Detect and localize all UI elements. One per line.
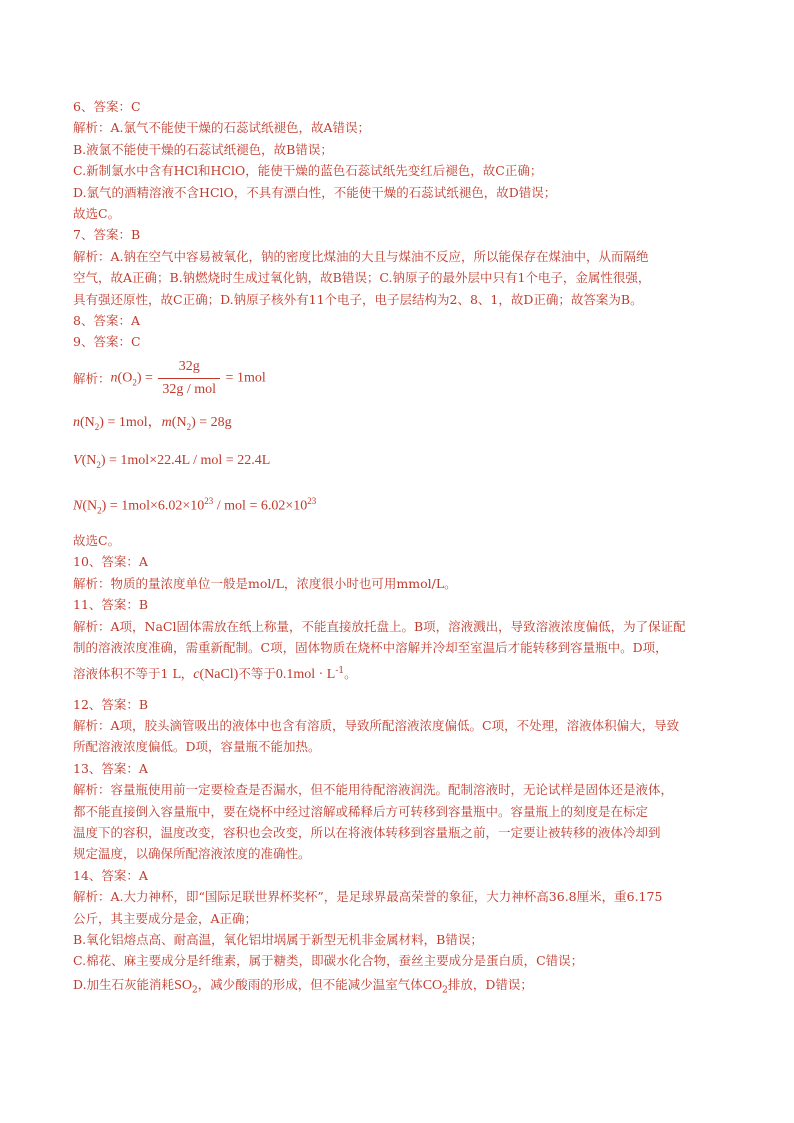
q9-formula-1: 解析： $n(O_2)$ = $\frac{32g}{\text{32g / mol}}$ = 1mol [73,359,733,399]
q6-line: C.新制氯水中含有HCl和HClO，能使干燥的蓝色石蕊试纸先变红后褪色，故C正确； [73,163,543,179]
q7-line: 具有强还原性，故C正确；D.钠原子核外有11个电子，电子层结构为2、8、1，故D正确；故答案为B。 [73,291,643,307]
q13-answer: 13、答案：A [73,760,148,776]
q9-prefix: 解析： [73,371,111,387]
q9-answer: 9、答案：C [73,334,141,350]
q6-line: 解析：A.氯气不能使干燥的石蕊试纸褪色，故A错误； [73,120,371,136]
q11-answer: 11、答案：B [73,597,149,613]
answer-document [73,96,733,1003]
q7-answer: 7、答案：B [73,227,141,243]
q9-formula-2: $n(N_2) = 1mol$，$m(N_2) = 28g$ [73,414,232,432]
q9-formula-3: $V(N_2) = 1mol\times 22.4L$ / mol = 22.4L [73,452,271,470]
q13-line: 都不能直接倒入容量瓶中，要在烧杯中经过溶解或稀释后方可转移到容量瓶中。容量瓶上的刻度是在标定 [73,803,649,819]
q7-line: 解析：A.钠在空气中容易被氧化，钠的密度比煤油的大且与煤油不反应，所以能保存在煤油中，从而隔绝 [73,248,649,264]
q6-line: D.氯气的酒精溶液不含HClO，不具有漂白性，不能使干燥的石蕊试纸褪色，故D错误； [73,184,557,200]
q12-line: 解析：A项，胶头滴管吸出的液体中也含有溶质，导致所配溶液浓度偏低。C项，不处理，溶液体积偏大，导致 [73,717,680,733]
q14-line: C.棉花、麻主要成分是纤维素，属于糖类，即碳水化合物，蚕丝主要成分是蛋白质，C错误； [73,953,584,969]
q13-line: 温度下的容积，温度改变，容积也会改变，所以在将液体转移到容量瓶之前，一定要让被转移的液体冷却到 [73,824,661,840]
q6-line: B.液氯不能使干燥的石蕊试纸褪色，故B错误； [73,141,333,157]
fraction: $\frac{32g}{\text{32g / mol}}$ [158,357,220,400]
q14-line: 解析：A.大力神杯，即“国际足联世界杯奖杯”，是足球界最高荣誉的象征，大力神杯高36.8厘米，重6.175 [73,889,663,905]
q12-line: 所配溶液浓度偏低。D项，容量瓶不能加热。 [73,739,321,755]
q9-conclusion: 故选C。 [73,532,121,548]
q6-answer: 6、答案：C [73,99,141,114]
q14-line: 公斤，其主要成分是金，A正确； [73,910,258,926]
q11-line: 溶液体积不等于1 L，c(NaCl)不等于$0.1mol \cdot L^{-1}$。 [73,666,357,683]
q10-answer: 10、答案：A [73,554,148,570]
q11-line: 制的溶液浓度准确，需重新配制。C项，固体物质在烧杯中溶解并冷却至室温后才能转移到容量瓶中。D项， [73,639,668,655]
q10-line: 解析：物质的量浓度单位一般是mol/L，浓度很小时也可用mmol/L。 [73,575,457,591]
q11-line: 解析：A项，NaCl固体需放在纸上称量，不能直接放托盘上。B项，溶液溅出，导致溶液浓度偏低，为了保证配 [73,618,686,634]
q8-answer: 8、答案：A [73,313,140,329]
q7-line: 空气，故A正确；B.钠燃烧时生成过氧化钠，故B错误；C.钠原子的最外层中只有1个电子，金属性很强， [73,270,651,286]
q14-line: B.氧化铝熔点高、耐高温，氧化铝坩埚属于新型无机非金属材料，B错误； [73,931,483,947]
q12-answer: 12、答案：B [73,696,149,712]
q13-line: 规定温度，以确保所配溶液浓度的准确性。 [73,846,311,862]
q9-formula-4: $N(N_2) = 1mol\times 6.02\times 10^{23}$ / mol = $6.02\times 10^{23}$ [73,496,317,516]
q13-line: 解析：容量瓶使用前一定要检查是否漏水，但不能用待配溶液润洗。配制溶液时，无论试样是固体还是液体， [73,782,674,798]
q14-line: D.加生石灰能消耗$SO_2$，减少酸雨的形成，但不能减少温室气体$CO_2$排放，D错误； [73,976,533,996]
q14-answer: 14、答案：A [73,867,148,883]
q6-line: 故选C。 [73,206,121,222]
